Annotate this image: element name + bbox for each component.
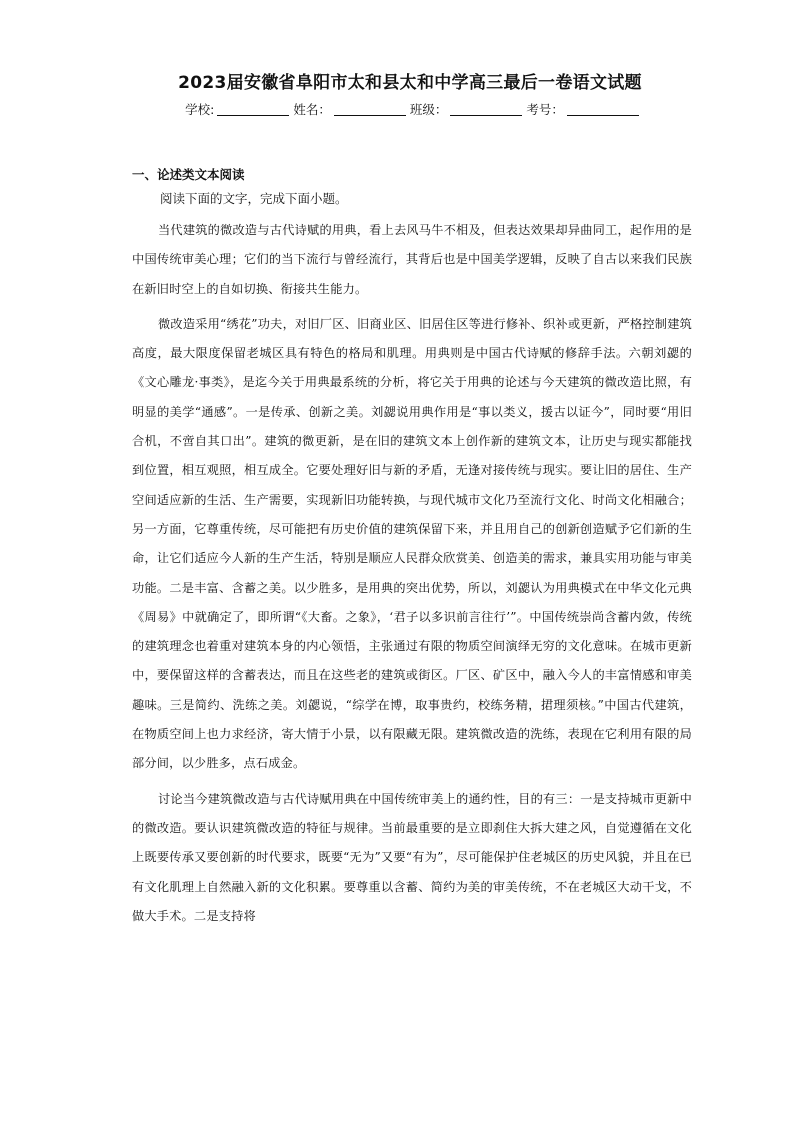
reading-passage xyxy=(132,216,692,931)
class-label: 班级： xyxy=(409,102,448,117)
exam-number-label: 考号： xyxy=(526,102,564,117)
school-blank[interactable] xyxy=(217,101,289,116)
class-blank[interactable] xyxy=(450,101,522,116)
school-label: 学校: xyxy=(185,102,215,117)
section-heading: 一、论述类文本阅读 xyxy=(132,167,245,182)
exam-number-blank[interactable] xyxy=(567,101,639,116)
passage-paragraph-2: 微改造采用“绣花”功夫，对旧厂区、旧商业区、旧居住区等进行修补、织补或更新，严格控制建筑高度，最大限度保留老城区具有特色的格局和肌理。用典则是中国古代诗赋的修辞手法。六朝刘勰的《文心雕龙·事类》，是迄今关于用典最系统的分析，将它关于用典的论述与今天建筑的微改造比照，有明显的美学“通感”。一是传承、创新之美。刘勰说用典作用是“事以类义，援古以证今”，同时要“用旧合机，不啻自其口出”。建筑的微更新，是在旧的建筑文本上创作新的建筑文本，让历史与现实都能找到位置，相互观照，相互成全。它要处理好旧与新的矛盾，无逢对接传统与现实。要让旧的居住、生产空间适应新的生活、生产需要，实现新旧功能转换，与现代城市文化乃至流行文化、时尚文化相融合；另一方面，它尊重传统，尽可能把有历史价值的建筑保留下来，并且用自己的创新创造赋予它们新的生命，让它们适应今人新的生产生活，特别是顺应人民群众欣赏美、创造美的需求，兼具实用功能与审美功能。二是丰富、含蓄之美。以少胜多，是用典的突出优势，所以，刘勰认为用典模式在中华文化元典《周易》中就确定了，即所谓“《大畜。之象》，‘君子以多识前言往行’”。中国传统崇尚含蓄内敛，传统的建筑理念也着重对建筑本身的内心领悟，主张通过有限的物质空间演绎无穷的文化意味。在城市更新中，要保留这样的含蓄表达，而且在这些老的建筑或街区。厂区、矿区中，融入今人的丰富情感和审美趣味。三是简约、洗练之美。刘勰说，“综学在博，取事贵约，校练务精，捃理须核。”中国古代建筑，在物质空间上也力求经济，寄大情于小景，以有限藏无限。建筑微改造的洗练，表现在它利用有限的局部分间，以少胜多，点石成金。 xyxy=(132,316,692,771)
section-instruction: 阅读下面的文字，完成下面小题。 xyxy=(160,191,348,206)
name-blank[interactable] xyxy=(334,101,406,116)
passage-paragraph-1: 当代建筑的微改造与古代诗赋的用典，看上去风马牛不相及，但表达效果却异曲同工，起作用的是中国传统审美心理；它们的当下流行与曾经流行，其背后也是中国美学逻辑，反映了自古以来我们民族在新旧时空上的自如切换、衔接共生能力。 xyxy=(132,223,692,296)
student-info-line xyxy=(132,100,692,120)
name-label: 姓名： xyxy=(293,102,331,117)
page-title: 2023届安徽省阜阳市太和县太和中学高三最后一卷语文试题 xyxy=(178,73,642,93)
passage-paragraph-3: 讨论当今建筑微改造与古代诗赋用典在中国传统审美上的通约性，目的有三：一是支持城市更新中的微改造。要认识建筑微改造的特征与规律。当前最重要的是立即刹住大拆大建之风，自觉遵循在文化上既要传承又要创新的时代要求，既要“无为”又要“有为”，尽可能保护住老城区的历史风貌，并且在已有文化肌理上自然融入新的文化积累。要尊重以含蓄、简约为美的审美传统，不在老城区大动干戈，不做大手术。二是支持将 xyxy=(132,791,692,923)
